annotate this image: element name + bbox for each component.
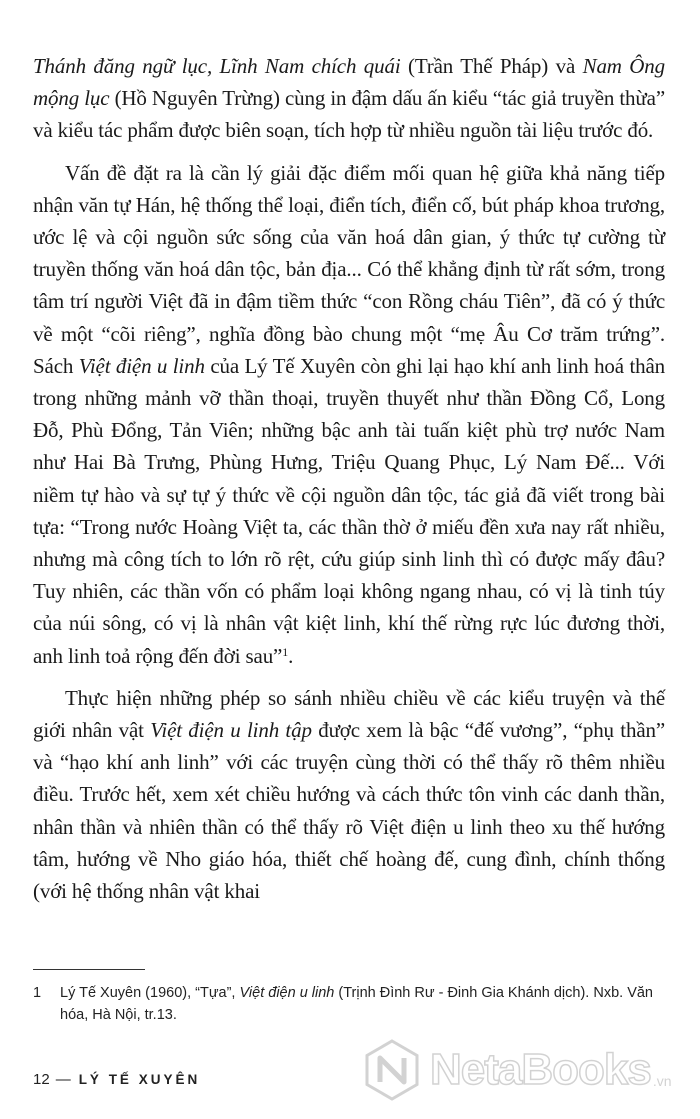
- text-run: Thực hiện những phép so sánh nhiều chiều về các kiểu truyện và thế giới nhân vật: [33, 685, 665, 743]
- footnote-divider: [33, 969, 145, 970]
- page-number: 12: [33, 1071, 50, 1088]
- watermark-suffix: .vn: [652, 1073, 672, 1089]
- paragraph-2: [33, 157, 665, 672]
- italic-title: Việt điện u linh tập: [150, 718, 312, 743]
- paragraph-3: [33, 682, 665, 907]
- italic-title: Việt điện u linh: [78, 353, 205, 378]
- running-footer: [33, 1071, 200, 1088]
- text-run: được xem là bậc “đế vương”, “phụ thần” và “hạo khí anh linh” với các truyện cùng thời có thể thấy rõ thêm nhiều điều. Trước hết, xem xét chiều hướng và cách thức tôn vinh các danh thần, nhân thần và nhiên thần có thể thấy rõ Việt điện u linh theo xu thế hướng tâm, hướng về Nho giáo hóa, thiết chế hoàng đế, cung đình, chính thống (với hệ thống nhân vật khai: [33, 718, 666, 904]
- text-run: (Hồ Nguyên Trừng) cùng in đậm dấu ấn kiểu “tác giả truyền thừa” và kiểu tác phẩm được biên soạn, tích hợp từ nhiều nguồn tài liệu trước đó.: [33, 86, 665, 143]
- footer-dash: —: [55, 1071, 71, 1088]
- text-run: .: [288, 643, 294, 668]
- running-title: LÝ TẾ XUYÊN: [78, 1072, 201, 1087]
- italic-title: Nam Ông mộng lục: [33, 54, 665, 111]
- italic-title: Thánh đăng ngữ lục, Lĩnh Nam chích quái: [33, 54, 401, 78]
- text-run: Vấn đề đặt ra là cần lý giải đặc điểm mối quan hệ giữa khả năng tiếp nhận văn tự Hán, hệ thống thể loại, điển tích, điển cố, bút pháp khoa trương, ước lệ và cội nguồn sức sống của văn hoá dân gian, ý thức tự cường từ truyền thống văn hoá dân tộc, bản địa... Có thể khẳng định từ rất sớm, trong tâm trí người Việt đã in đậm tiềm thức “con Rồng cháu Tiên”, đã có ý thức về một “cõi riêng”, nghĩa đồng bào chung một “mẹ Âu Cơ trăm trứng”. Sách: [33, 160, 665, 378]
- footnote-number: 1: [33, 985, 42, 1001]
- text-run: (Trịnh Đình Rư - Đinh Gia Khánh dịch). Nxb. Văn hóa, Hà Nội, tr.13.: [60, 985, 653, 1023]
- footnote-reference: 1: [282, 644, 289, 659]
- body-text: [33, 50, 665, 907]
- watermark-brand: NetaBooks: [430, 1044, 651, 1094]
- text-run: của Lý Tế Xuyên còn ghi lại hạo khí anh linh hoá thân trong những mảnh vỡ thần thoại, truyền thuyết như thần Đồng Cổ, Long Đỗ, Phù Đổng, Tản Viên; những bậc anh tài tuấn kiệt phù trợ nước Nam như Hai Bà Trưng, Phùng Hưng, Triệu Quang Phục, Lý Nam Đế... Với niềm tự hào và sự tự ý thức về cội nguồn dân tộc, tác giả đã viết trong bài tựa: “Trong nước Hoàng Việt ta, các thần thờ ở miếu đền xưa nay rất nhiều, nhưng mà công tích to lớn rõ rệt, cứu giúp sinh linh thì có được mấy đâu? Tuy nhiên, các thần vốn có phẩm loại không ngang nhau, có vị là tinh túy của núi sông, có vị là nhân vật kiệt linh, khí thế rừng rực lúc đương thời, anh linh toả rộng đến đời sau”: [33, 353, 665, 668]
- paragraph-1: [33, 50, 665, 147]
- netabooks-logo-icon: [360, 1038, 424, 1102]
- italic-title: Việt điện u linh: [239, 985, 335, 1001]
- text-run: Lý Tế Xuyên (1960), “Tựa”,: [60, 985, 240, 1001]
- text-run: (Trần Thế Pháp) và: [400, 54, 583, 78]
- watermark: [360, 1020, 700, 1119]
